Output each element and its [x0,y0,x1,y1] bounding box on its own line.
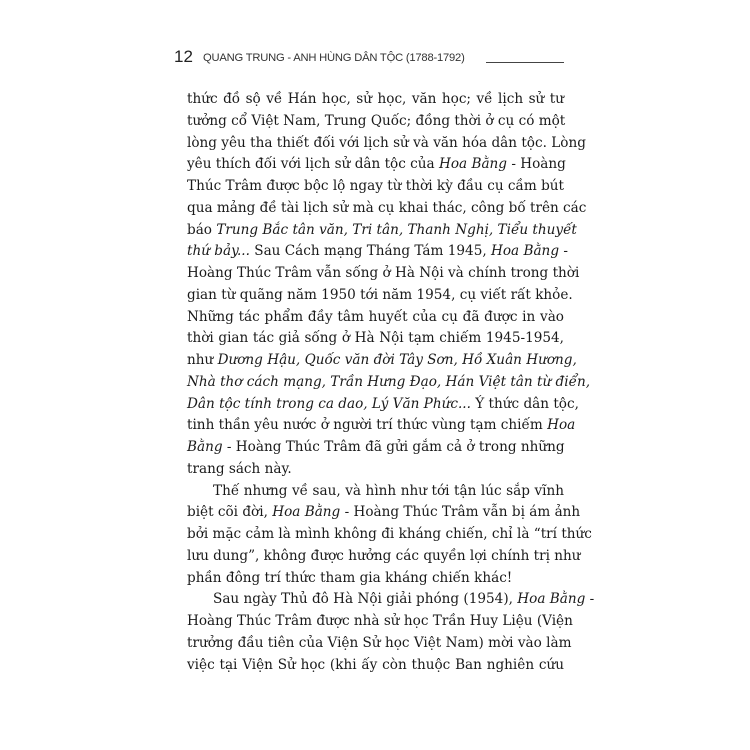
text-segment: lưu dung”, không được hưởng các quyền lợi chính trị như [187,547,581,564]
text-segment: - [585,591,595,608]
italic-text: Nhà thơ cách mạng, Trần Hưng Đạo, Hán Việt tân từ điển, [187,373,591,390]
italic-text: Hoa Bằng [438,156,507,173]
italic-text: Trung Bắc tân văn, Tri tân, Thanh Nghị, Tiểu thuyết [216,221,577,238]
text-line [187,176,564,198]
text-segment: thời gian tác giả sống ở Hà Nội tạm chiếm 1945-1954, [187,330,564,347]
text-segment: lòng yêu tha thiết đối với lịch sử và văn hóa dân tộc. Lòng [187,134,586,151]
text-segment: qua mảng đề tài lịch sử mà cụ khai thác, công bố trên các [187,199,587,216]
text-line [187,89,564,111]
text-line [187,546,581,568]
running-title: QUANG TRUNG - ANH HÙNG DÂN TỘC (1788-1792) [203,52,465,64]
text-line [187,655,564,677]
text-line [187,394,579,416]
text-segment: Sau ngày Thủ đô Hà Nội giải phóng (1954), [213,591,518,608]
italic-text: Hoa [547,417,576,434]
text-segment: Thúc Trâm được bộc lộ ngay từ thời kỳ đầu cụ cầm bút [187,178,564,194]
text-line [187,415,576,437]
text-segment: báo [187,221,217,238]
text-segment: - Hoàng [507,156,566,173]
text-segment: Những tác phẩm đầy tâm huyết của cụ đã được in vào [187,308,564,325]
text-line [187,307,564,329]
text-segment: Thế nhưng về sau, và hình như tới tận lúc sắp vĩnh [213,482,564,499]
text-line [187,611,573,633]
italic-text: Bằng [187,439,223,455]
text-line [187,481,564,503]
italic-text: Dân tộc tính trong ca dao, Lý Văn Phức... [187,395,471,412]
text-line [187,524,592,546]
text-line [187,502,581,524]
text-segment: tưởng cổ Việt Nam, Trung Quốc; đồng thời ở cụ có một [187,112,566,129]
text-line [187,437,564,459]
italic-text: Hoa Bằng [491,243,560,260]
page-number: 12 [174,47,193,66]
text-segment: như [187,352,218,368]
text-line [187,198,587,220]
italic-text: Hoa Bằng [517,591,586,608]
text-segment: bởi mặc cảm là mình không đi kháng chiến, chỉ là “trí thức [187,526,592,542]
body-text [187,89,595,676]
text-segment: biệt cõi đời, [187,504,273,521]
text-line [187,111,564,133]
header-rule [486,62,564,63]
text-line [187,220,577,242]
text-line [187,154,564,176]
text-segment: trang sách này. [187,460,292,477]
text-line [187,241,568,263]
text-line [187,372,591,394]
text-segment: Sau Cách mạng Tháng Tám 1945, [249,243,491,260]
text-segment: gian từ quãng năm 1950 tới năm 1954, cụ viết rất khỏe. [187,286,573,303]
text-line [187,633,572,655]
text-segment: phần đông trí thức tham gia kháng chiến khác! [187,569,513,586]
text-segment: - [559,243,568,260]
text-line [187,285,573,307]
text-line [187,568,564,590]
text-segment: việc tại Viện Sử học (khi ấy còn thuộc Ban nghiên cứu [187,656,564,673]
text-segment: Hoàng Thúc Trâm vẫn sống ở Hà Nội và chính trong thời [187,265,580,281]
text-segment: tinh thần yêu nước ở người trí thức vùng tạm chiếm [187,417,548,434]
text-segment: Hoàng Thúc Trâm được nhà sử học Trần Huy Liệu (Viện [187,613,573,629]
italic-text: Dương Hậu, Quốc văn đời Tây Sơn, Hồ Xuân Hương, [217,352,577,368]
text-segment: trưởng đầu tiên của Viện Sử học Việt Nam) mời vào làm [187,634,572,651]
text-line [187,459,564,481]
text-segment: - Hoàng Thúc Trâm vẫn bị ám ảnh [340,504,581,521]
text-segment: Ý thức dân tộc, [470,395,579,412]
text-line [187,589,595,611]
text-line [187,328,564,350]
italic-text: thứ bảy... [187,243,250,260]
text-line [187,133,586,155]
italic-text: Hoa Bằng [272,504,341,521]
text-line [187,350,577,372]
text-segment: - Hoàng Thúc Trâm đã gửi gắm cả ở trong những [222,439,565,455]
text-segment: thức đồ sộ về Hán học, sử học, văn học; về lịch sử tư [187,91,564,107]
text-segment: yêu thích đối với lịch sử dân tộc của [187,156,439,173]
text-line [187,263,580,285]
